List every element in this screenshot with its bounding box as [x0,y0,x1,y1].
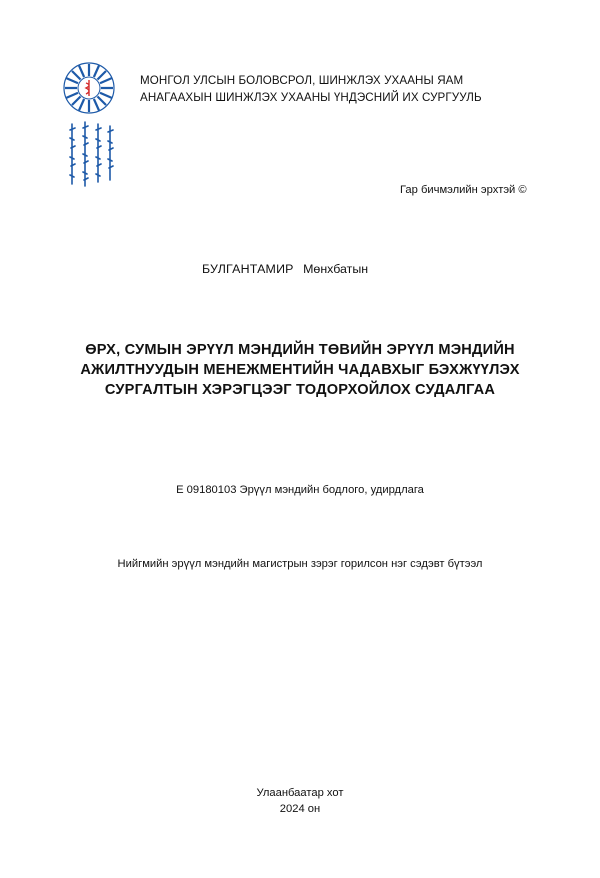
thesis-title [60,340,540,400]
year: 2024 он [279,803,321,815]
ministry-name: МОНГОЛ УЛСЫН БОЛОВСРОЛ, ШИНЖЛЭХ УХААНЫ ЯАМ [140,74,464,87]
thesis-title-line-1: ӨРХ, СУМЫН ЭРҮҮЛ МЭНДИЙН ТӨВИЙН ЭРҮҮЛ МЭНДИЙН [85,342,515,358]
degree-statement: Нийгмийн эрүүл мэндийн магистрын зэрэг горилсон нэг сэдэвт бүтээл [117,558,483,570]
thesis-title-line-3: СУРГАЛТЫН ХЭРЭГЦЭЭГ ТОДОРХОЙЛОХ СУДАЛГАА [104,382,496,398]
author-first-name: Мөнхбатын [303,262,369,276]
place-and-year [0,785,600,817]
copyright-notice: Гар бичмэлийн эрхтэй © [400,184,527,196]
thesis-title-line-2: АЖИЛТНУУДЫН МЕНЕЖМЕНТИЙН ЧАДАВХЫГ БЭХЖҮҮЛЭХ [80,362,520,378]
author-name [202,262,368,276]
university-name: АНАГААХЫН ШИНЖЛЭХ УХААНЫ ҮНДЭСНИЙ ИХ СУРГУУЛЬ [140,91,482,104]
program-code: Е 09180103 Эрүүл мэндийн бодлого, удирдлага [176,484,424,496]
university-emblem-icon [58,60,120,192]
city: Улаанбаатар хот [256,787,344,799]
institution-header [140,72,482,106]
author-last-name: БУЛГАНТАМИР [202,262,294,276]
